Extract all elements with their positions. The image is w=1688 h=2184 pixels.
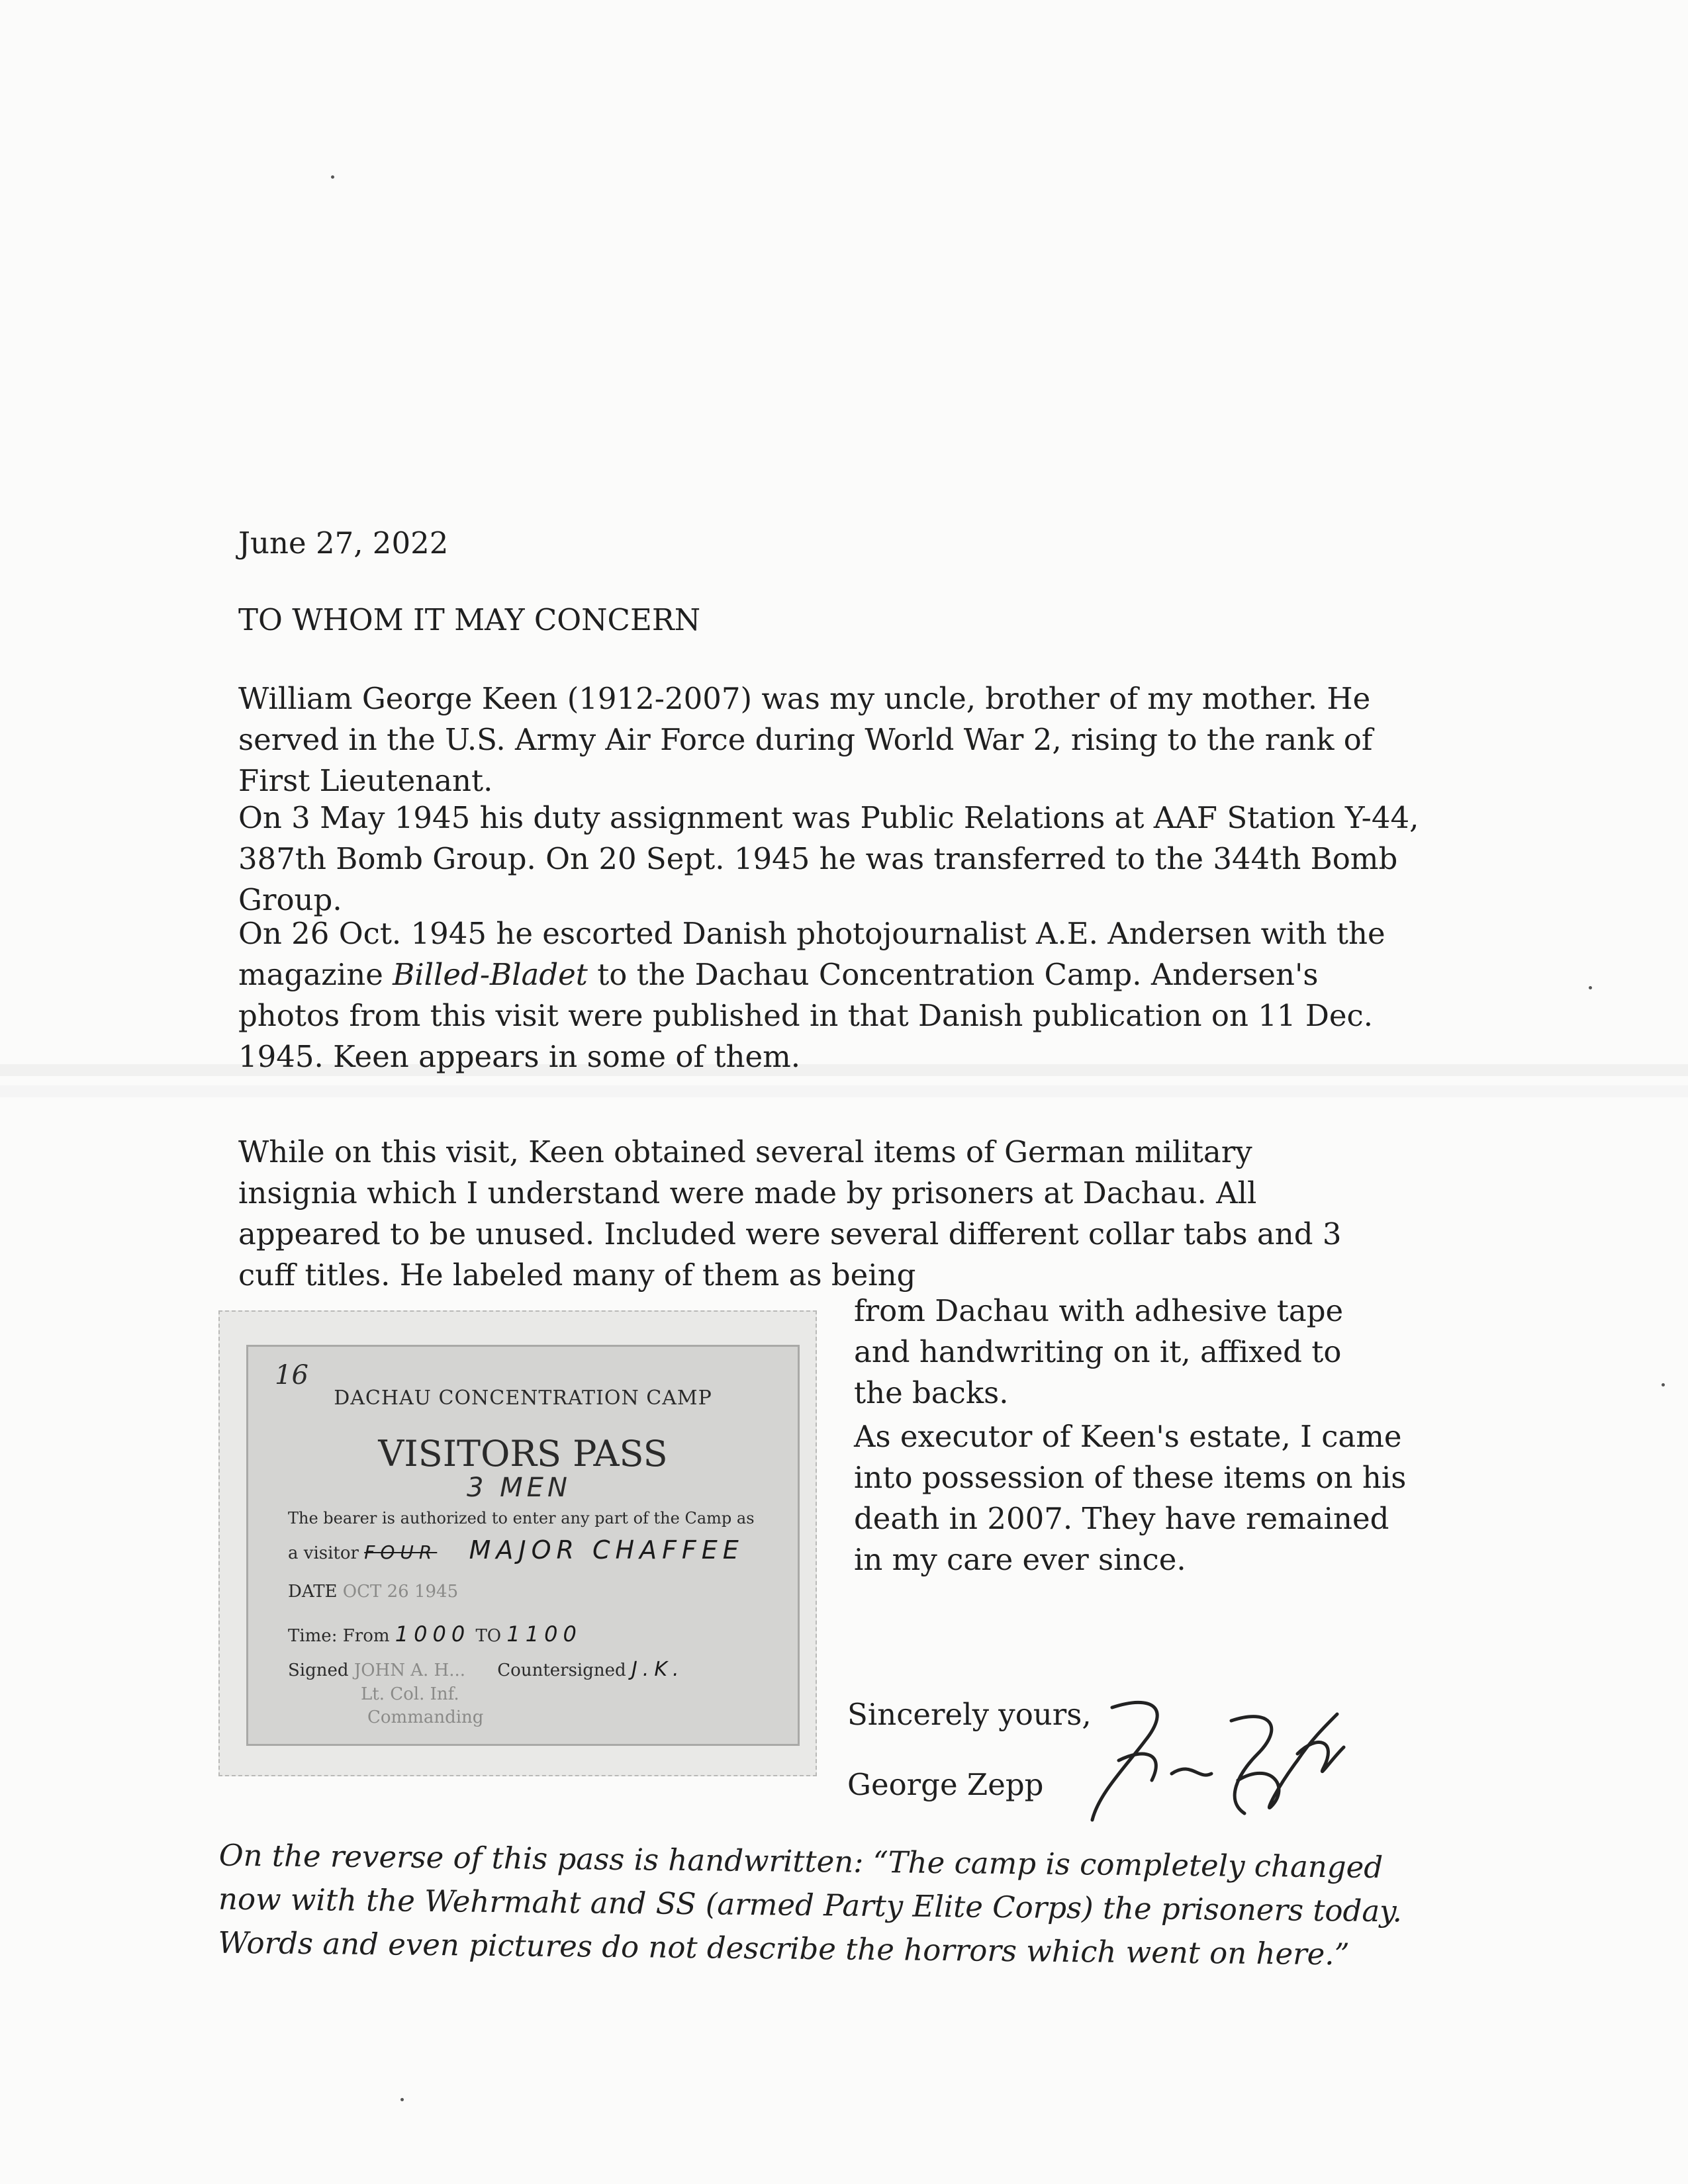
pass-visitor-row	[288, 1535, 744, 1565]
closing: Sincerely yours,	[847, 1697, 1092, 1732]
pass-title: VISITORS PASS	[378, 1433, 668, 1475]
pass-visitor-label: a visitor	[288, 1543, 359, 1563]
pass-countersigned-label: Countersigned	[497, 1661, 626, 1680]
pass-time-to: 1100	[506, 1621, 582, 1647]
pass-date-value: OCT 26 1945	[342, 1582, 459, 1602]
pass-time-label: Time: From	[288, 1626, 390, 1646]
scan-speck	[400, 2098, 404, 2101]
visitors-pass-card	[246, 1345, 800, 1746]
pass-time-to-label: TO	[475, 1626, 502, 1646]
paragraph-insignia: While on this visit, Keen obtained several items of German military insignia which I understand were made by prisoners at Dachau. All appeared to be unused. Included were several different collar tabs and 3 cuff titles. He labeled many of them as being	[238, 1134, 1342, 1293]
pass-camp-name: DACHAU CONCENTRATION CAMP	[334, 1387, 712, 1410]
salutation: TO WHOM IT MAY CONCERN	[238, 602, 701, 637]
pass-role: Commanding	[367, 1707, 484, 1727]
paragraph-dachau-part1: On 26 Oct. 1945 he escorted Danish photojournalist A.E. Andersen with the magazine	[238, 916, 1385, 992]
pass-time-from: 1000	[395, 1621, 471, 1647]
scan-speck	[1662, 1383, 1665, 1387]
pass-signed-row	[288, 1658, 684, 1681]
letter-date: June 27, 2022	[238, 525, 449, 561]
paragraph-duty: On 3 May 1945 his duty assignment was Public Relations at AAF Station Y-44, 387th Bomb Group. On 20 Sept. 1945 he was transferred to the 344th Bomb Group.	[238, 800, 1419, 917]
pass-date-row	[288, 1582, 458, 1602]
paragraph-labels: from Dachau with adhesive tape and handwriting on it, affixed to the backs.	[854, 1293, 1344, 1410]
paragraph-dachau-visit	[238, 913, 1423, 1077]
paragraph-dachau-part2: to the Dachau Concentration Camp. Andersen's photos from this visit were published in that Danish publication on 11 Dec. 1945. Keen appears in some of them.	[238, 957, 1374, 1074]
paragraph-executor: As executor of Keen's estate, I came into possession of these items on his death in 2007. They have remained in my care ever since.	[854, 1419, 1407, 1577]
pass-visitor-names: MAJOR CHAFFEE	[469, 1535, 744, 1565]
scan-streak	[0, 1085, 1688, 1097]
footer-note: On the reverse of this pass is handwritten: “The camp is completely changed now with the Wehrmaht and SS (armed Party Elite Corps) the prisoners today. Words and even pictures do not describe the horrors which went on here.”	[218, 1837, 1403, 1972]
pass-date-label: DATE	[288, 1582, 338, 1602]
pass-corner-number: 16	[275, 1360, 308, 1390]
pass-time-row	[288, 1621, 582, 1647]
handwritten-signature	[1072, 1681, 1350, 1833]
pass-handwritten-men: 3 MEN	[467, 1473, 571, 1503]
pass-visitor-crossed: FOUR	[364, 1541, 438, 1563]
pass-rank: Lt. Col. Inf.	[361, 1684, 459, 1704]
pass-signed-label: Signed	[288, 1661, 349, 1680]
scan-speck	[1589, 986, 1592, 989]
visitors-pass-photo	[218, 1310, 817, 1776]
paragraph-uncle: William George Keen (1912-2007) was my uncle, brother of my mother. He served in the U.S. Army Air Force during World War 2, rising to the rank of First Lieutenant.	[238, 681, 1373, 798]
pass-authorized-text: The bearer is authorized to enter any part of the Camp as	[288, 1509, 755, 1527]
scan-speck	[331, 175, 334, 179]
magazine-title: Billed-Bladet	[393, 957, 588, 992]
pass-countersigned-value: J.K.	[631, 1658, 684, 1681]
signer-name: George Zepp	[847, 1767, 1044, 1802]
pass-signed-value: JOHN A. H...	[353, 1661, 466, 1680]
